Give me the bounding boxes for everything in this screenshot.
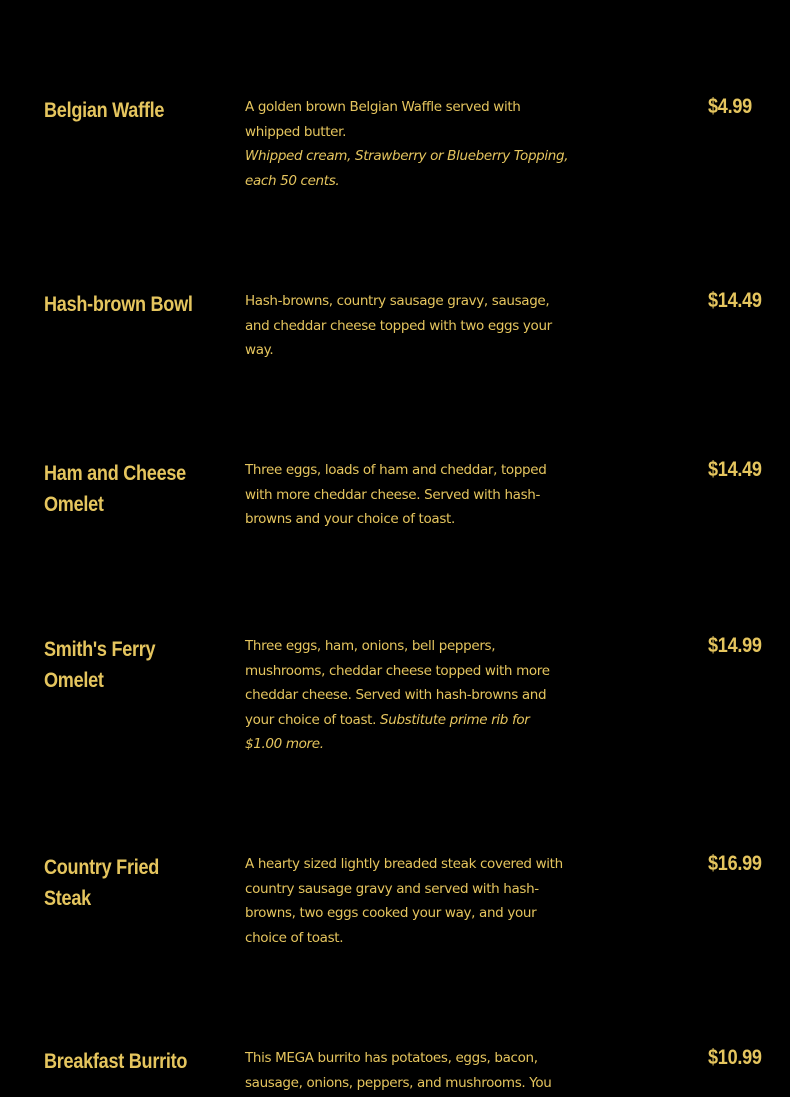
item-description bbox=[245, 289, 570, 363]
item-price: $14.49 bbox=[708, 289, 762, 312]
item-description-text: A hearty sized lightly breaded steak covered with country sausage gravy and served with hash-browns, two eggs cooked your way, and your choice of toast. bbox=[245, 856, 563, 946]
item-description bbox=[245, 1046, 570, 1095]
item-name: Breakfast Burrito bbox=[44, 1050, 188, 1073]
item-description-text: A golden brown Belgian Waffle served with whipped butter. bbox=[245, 99, 521, 140]
item-description bbox=[245, 95, 570, 193]
item-description-text: Three eggs, loads of ham and cheddar, topped with more cheddar cheese. Served with hash-browns and your choice of toast. bbox=[245, 462, 547, 527]
item-name: Belgian Waffle bbox=[44, 99, 165, 122]
item-description bbox=[245, 634, 570, 757]
item-name: Ham and Cheese Omelet bbox=[44, 462, 186, 516]
item-note: Substitute prime rib for $1.00 more. bbox=[245, 711, 530, 752]
item-price: $4.99 bbox=[708, 95, 752, 118]
item-price: $10.99 bbox=[708, 1046, 762, 1069]
item-name: Smith's Ferry Omelet bbox=[44, 638, 156, 692]
item-note: Whipped cream, Strawberry or Blueberry Topping, each 50 cents. bbox=[245, 148, 569, 189]
item-price: $16.99 bbox=[708, 852, 762, 875]
item-description bbox=[245, 458, 570, 532]
item-description-text: This MEGA burrito has potatoes, eggs, bacon, sausage, onions, peppers, and mushrooms. You bbox=[245, 1050, 552, 1091]
item-price: $14.49 bbox=[708, 458, 762, 481]
item-description bbox=[245, 852, 570, 950]
item-description-text: Three eggs, ham, onions, bell peppers, mushrooms, cheddar cheese topped with more cheddar cheese. Served with hash-browns and your choice of toast. bbox=[245, 638, 550, 728]
item-description-text: Hash-browns, country sausage gravy, sausage, and cheddar cheese topped with two eggs your way. bbox=[245, 293, 552, 358]
item-price: $14.99 bbox=[708, 634, 762, 657]
item-name: Hash-brown Bowl bbox=[44, 293, 193, 316]
item-name: Country Fried Steak bbox=[44, 856, 160, 910]
